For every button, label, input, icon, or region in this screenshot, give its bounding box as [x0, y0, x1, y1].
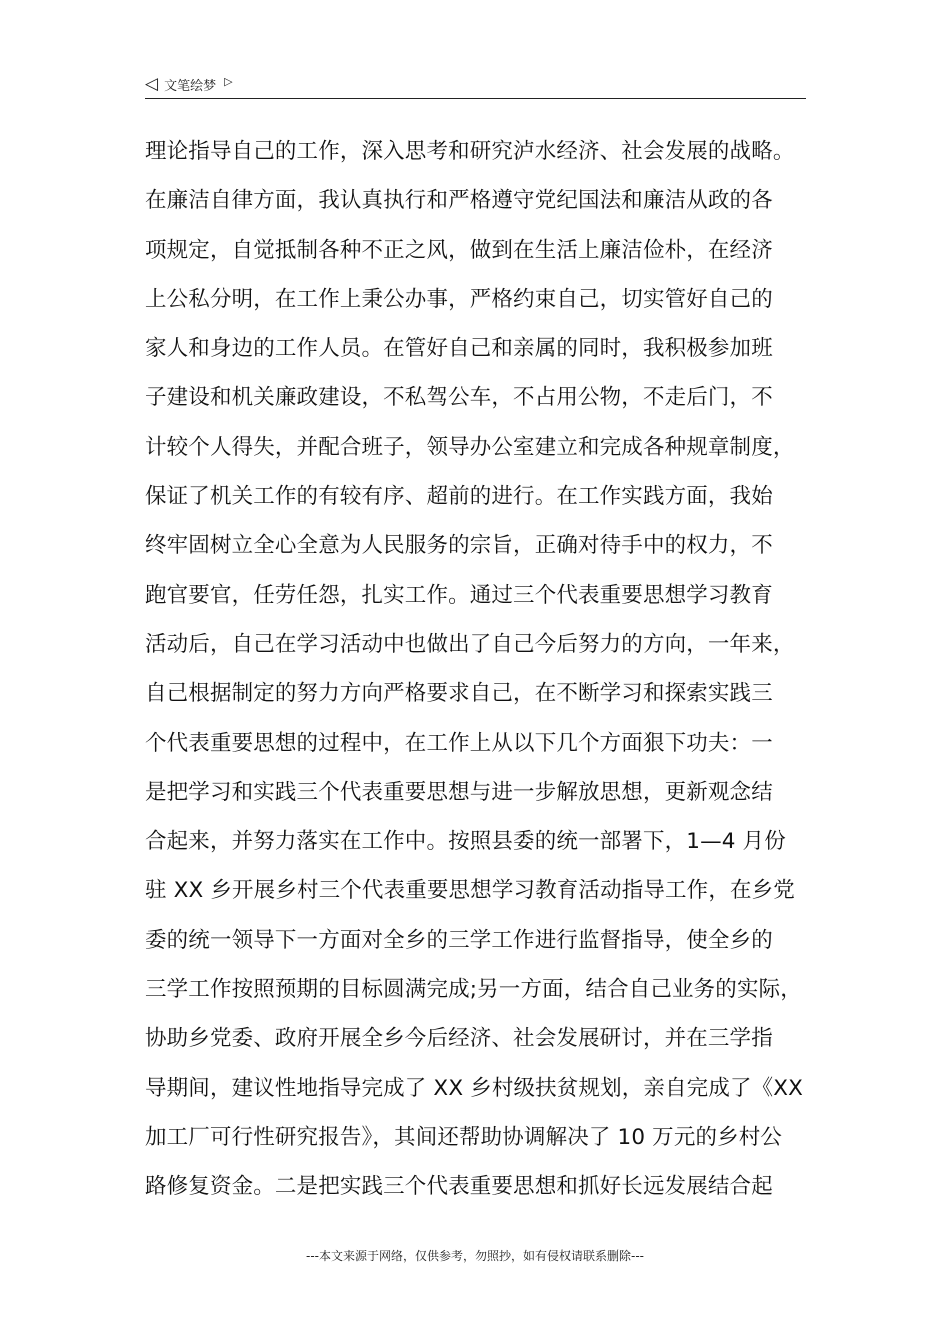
body-line: 加工厂可行性研究报告》，其间还帮助协调解决了 10 万元的乡村公 [145, 1124, 783, 1150]
body-line: 协助乡党委、政府开展全乡今后经济、社会发展研讨，并在三学指 [145, 1026, 773, 1052]
body-line: 是把学习和实践三个代表重要思想与进一步解放思想，更新观念结 [145, 779, 773, 805]
body-line: 家人和身边的工作人员。在管好自己和亲属的同时，我积极参加班 [145, 336, 773, 362]
body-line: 三学工作按照预期的目标圆满完成;另一方面，结合自己业务的实际， [145, 977, 802, 1003]
body-line: 上公私分明，在工作上秉公办事，严格约束自己，切实管好自己的 [145, 286, 773, 312]
triangle-left-icon: ◁ [145, 73, 159, 94]
body-line: 跑官要官，任劳任怨，扎实工作。通过三个代表重要思想学习教育 [145, 582, 773, 608]
body-line: 活动后，自己在学习活动中也做出了自己今后努力的方向，一年来， [145, 631, 795, 657]
body-line: 项规定，自觉抵制各种不正之风，做到在生活上廉洁俭朴，在经济 [145, 237, 773, 263]
header-title: 文笔绘梦 [164, 78, 217, 94]
body-line: 保证了机关工作的有较有序、超前的进行。在工作实践方面，我始 [145, 484, 773, 510]
document-body [145, 132, 815, 1217]
body-line: 路修复资金。二是把实践三个代表重要思想和抓好长远发展结合起 [145, 1174, 773, 1200]
body-line: 自己根据制定的努力方向严格要求自己，在不断学习和探索实践三 [145, 681, 773, 707]
body-line: 导期间，建议性地指导完成了 XX 乡村级扶贫规划，亲自完成了《XX [145, 1075, 804, 1101]
body-line: 终牢固树立全心全意为人民服务的宗旨，正确对待手中的权力，不 [145, 533, 773, 559]
body-line: 理论指导自己的工作，深入思考和研究泸水经济、社会发展的战略。 [145, 139, 795, 164]
body-line: 子建设和机关廉政建设，不私驾公车，不占用公物，不走后门，不 [145, 385, 773, 411]
body-line: 驻 XX 乡开展乡村三个代表重要思想学习教育活动指导工作，在乡党 [145, 878, 795, 904]
body-line: 计较个人得失，并配合班子，领导办公室建立和完成各种规章制度， [145, 434, 795, 460]
body-line: 合起来，并努力落实在工作中。按照县委的统一部署下，1—4 月份 [145, 829, 786, 855]
body-line: 个代表重要思想的过程中，在工作上从以下几个方面狠下功夫：一 [145, 730, 773, 756]
page-header [145, 74, 806, 99]
header-brand [145, 74, 233, 94]
page-footer: ---本文来源于网络，仅供参考，勿照抄，如有侵权请联系删除--- [306, 1249, 644, 1263]
triangle-right-icon: ▷ [224, 74, 233, 88]
body-line: 委的统一领导下一方面对全乡的三学工作进行监督指导，使全乡的 [145, 927, 773, 953]
body-line: 在廉洁自律方面，我认真执行和严格遵守党纪国法和廉洁从政的各 [145, 188, 773, 214]
